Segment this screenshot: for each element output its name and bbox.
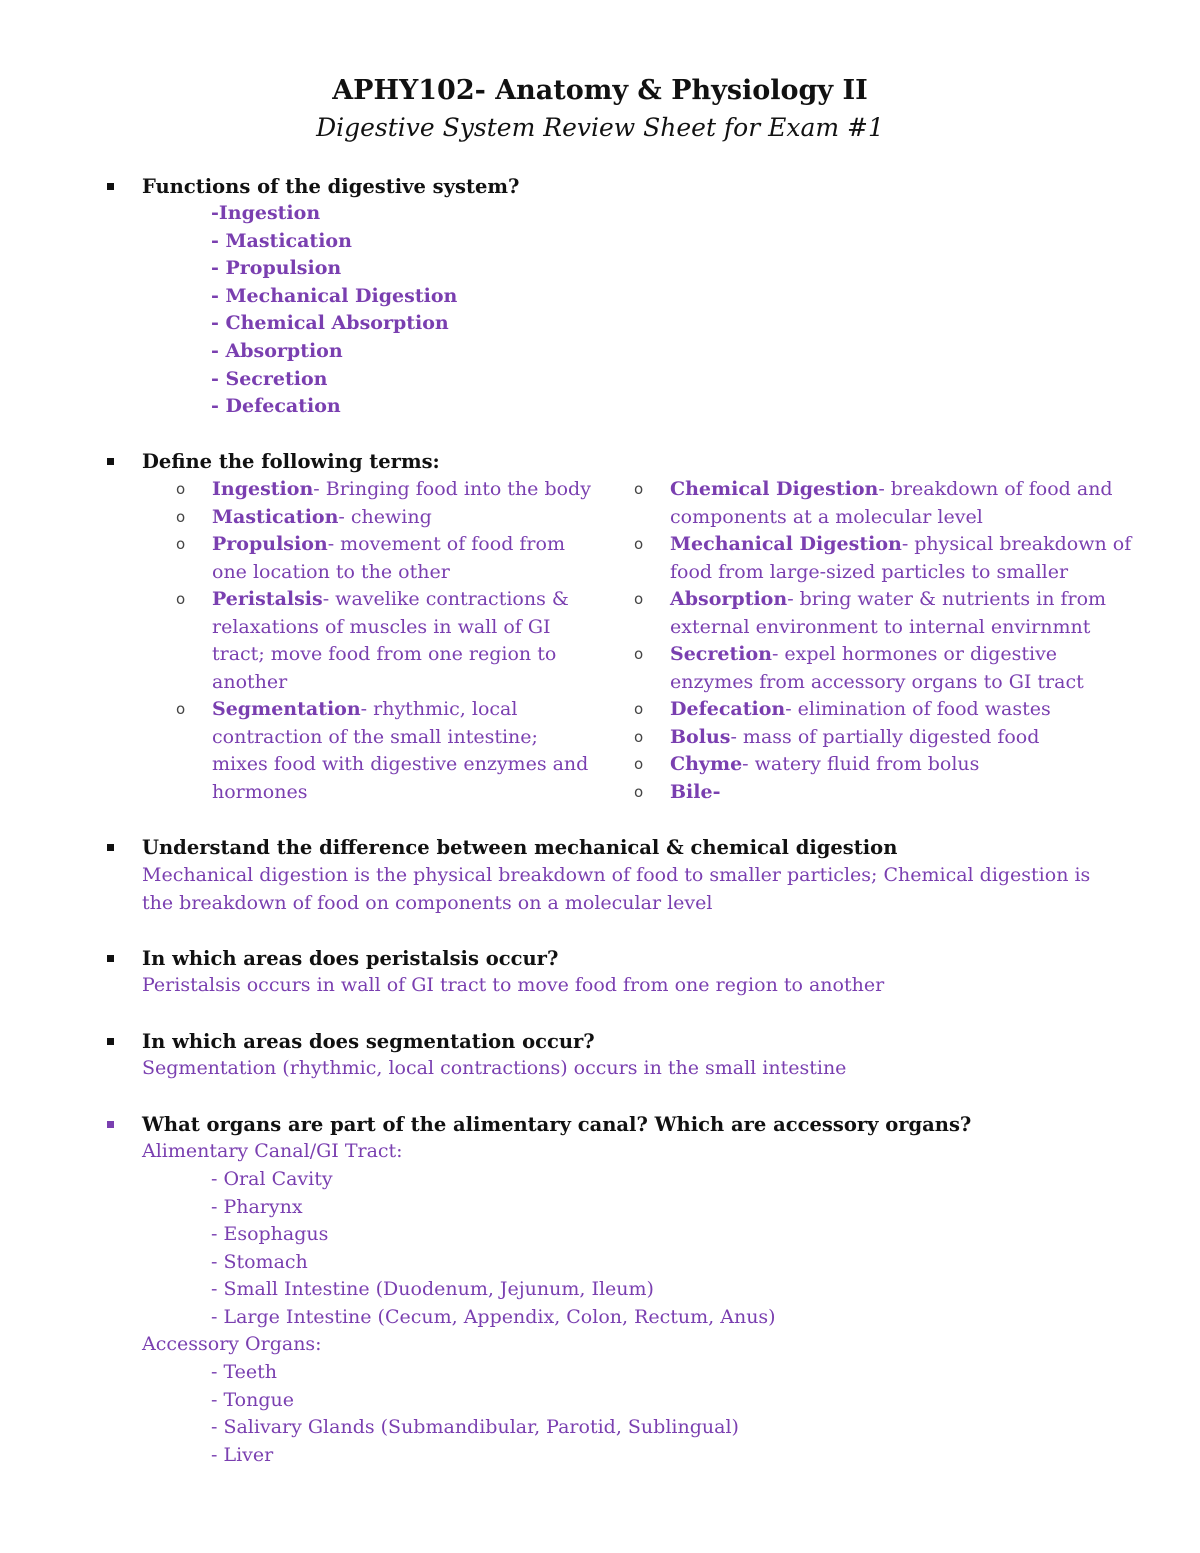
term-bile: [634, 779, 1144, 807]
page-subtitle: Digestive System Review Sheet for Exam #1: [316, 113, 884, 142]
term-definition: - chewing: [338, 505, 432, 528]
term-definition: - expel hormones or digestive enzymes from accessory organs to GI tract: [670, 643, 1084, 693]
term-name: Mechanical Digestion: [670, 533, 902, 555]
list-item: - Pharynx: [211, 1195, 303, 1218]
list-item: - Esophagus: [211, 1223, 329, 1246]
circle-bullet-icon: o: [634, 535, 644, 553]
list-item: - Salivary Glands (Submandibular, Parotid, Sublingual): [211, 1416, 739, 1439]
term-name: Peristalsis: [212, 588, 323, 610]
list-item: - Large Intestine (Cecum, Appendix, Colon, Rectum, Anus): [211, 1305, 776, 1328]
alimentary-canal-heading: Alimentary Canal/GI Tract:: [142, 1140, 403, 1162]
accessory-organs-list: [211, 1359, 739, 1469]
term-bolus: [634, 724, 1144, 752]
list-item: - Mechanical Digestion: [211, 284, 458, 307]
accessory-organs-heading: Accessory Organs:: [142, 1333, 322, 1355]
list-item: - Propulsion: [211, 257, 342, 280]
term-name: Propulsion: [212, 533, 328, 555]
question-segmentation: In which areas does segmentation occur?: [142, 1030, 595, 1053]
list-item: - Stomach: [211, 1250, 308, 1273]
circle-bullet-icon: o: [634, 727, 644, 746]
square-bullet-icon: [107, 955, 114, 962]
term-name: Chyme: [670, 753, 743, 775]
term-definition: - elimination of food wastes: [785, 698, 1051, 720]
square-bullet-icon: [107, 1121, 114, 1128]
square-bullet-icon: [107, 1038, 114, 1045]
square-bullet-icon: [107, 844, 114, 851]
term-definition: - rhythmic, local contraction of the small intestine; mixes food with digestive enzymes and hormones: [212, 698, 589, 803]
term-name: Chemical Digestion: [670, 478, 879, 500]
term-chyme: [634, 751, 1144, 779]
term-definition: - wavelike contractions & relaxations of muscles in wall of GI tract; move food from one region to another: [212, 588, 569, 693]
term-mechanical-digestion: [634, 531, 1144, 586]
term-definition: - mass of partially digested food: [730, 725, 1040, 748]
circle-bullet-icon: o: [176, 480, 186, 498]
list-item: - Tongue: [211, 1388, 294, 1411]
circle-bullet-icon: o: [176, 507, 186, 526]
list-item: - Chemical Absorption: [211, 312, 449, 335]
term-defecation: [634, 696, 1144, 724]
circle-bullet-icon: o: [634, 782, 644, 801]
square-bullet-icon: [107, 458, 114, 465]
term-absorption: [634, 586, 1144, 641]
answer-peristalsis: Peristalsis occurs in wall of GI tract to move food from one region to another: [142, 974, 885, 996]
question-mech-chem: Understand the difference between mechanical & chemical digestion: [142, 836, 898, 859]
term-definition: - movement of food from one location to the other: [212, 533, 565, 583]
circle-bullet-icon: o: [634, 755, 644, 773]
terms-left-column: [176, 476, 596, 806]
term-name: Segmentation: [212, 698, 361, 720]
term-mastication: [176, 504, 596, 532]
list-item: - Teeth: [211, 1361, 278, 1383]
term-name: Bile: [670, 780, 713, 803]
square-bullet-icon: [107, 183, 114, 190]
term-secretion: [634, 641, 1144, 696]
term-segmentation: [176, 696, 596, 806]
circle-bullet-icon: o: [176, 700, 186, 718]
term-name: Mastication: [212, 505, 339, 528]
circle-bullet-icon: o: [176, 535, 186, 553]
list-item: - Absorption: [211, 339, 343, 362]
circle-bullet-icon: o: [634, 700, 644, 718]
alimentary-canal-list: [211, 1166, 776, 1332]
term-ingestion: [176, 476, 596, 504]
circle-bullet-icon: o: [176, 590, 186, 608]
list-item: - Mastication: [211, 229, 352, 252]
circle-bullet-icon: o: [634, 645, 644, 663]
list-item: - Oral Cavity: [211, 1168, 333, 1190]
term-name: Defecation: [670, 698, 786, 720]
term-name: Secretion: [670, 643, 772, 665]
term-chemical-digestion: [634, 476, 1144, 531]
answer-mech-chem-line1: Mechanical digestion is the physical breakdown of food to smaller particles; Chemical digestion is: [142, 864, 1091, 886]
answer-mech-chem-line2: the breakdown of food on components on a molecular level: [142, 892, 713, 914]
question-define-terms: Define the following terms:: [142, 450, 440, 473]
term-definition: - breakdown of food and components at a molecular level: [670, 478, 1113, 528]
answer-segmentation: Segmentation (rhythmic, local contractions) occurs in the small intestine: [142, 1057, 847, 1079]
term-propulsion: [176, 531, 596, 586]
list-item: - Small Intestine (Duodenum, Jejunum, Ileum): [211, 1278, 654, 1301]
functions-list: [211, 200, 457, 421]
terms-right-column: [634, 476, 1144, 806]
list-item: - Defecation: [211, 395, 341, 418]
circle-bullet-icon: o: [634, 590, 644, 608]
term-name: Ingestion: [212, 478, 314, 500]
term-definition: - Bringing food into the body: [313, 478, 591, 500]
term-definition: - watery fluid from bolus: [742, 753, 980, 775]
question-peristalsis: In which areas does peristalsis occur?: [142, 947, 559, 970]
term-definition: - physical breakdown of food from large-sized particles to smaller: [670, 533, 1132, 583]
list-item: - Secretion: [211, 367, 328, 390]
list-item: - Liver: [211, 1443, 274, 1466]
term-definition: -: [712, 780, 721, 803]
term-peristalsis: [176, 586, 596, 696]
circle-bullet-icon: o: [634, 480, 644, 498]
list-item: -Ingestion: [211, 202, 321, 224]
term-name: Absorption: [670, 588, 788, 610]
page-title: APHY102- Anatomy & Physiology II: [332, 75, 868, 106]
term-name: Bolus: [670, 725, 731, 748]
question-organs: What organs are part of the alimentary canal? Which are accessory organs?: [142, 1113, 972, 1136]
term-definition: - bring water & nutrients in from external environment to internal envirnmnt: [670, 588, 1107, 638]
question-functions: Functions of the digestive system?: [142, 175, 520, 198]
